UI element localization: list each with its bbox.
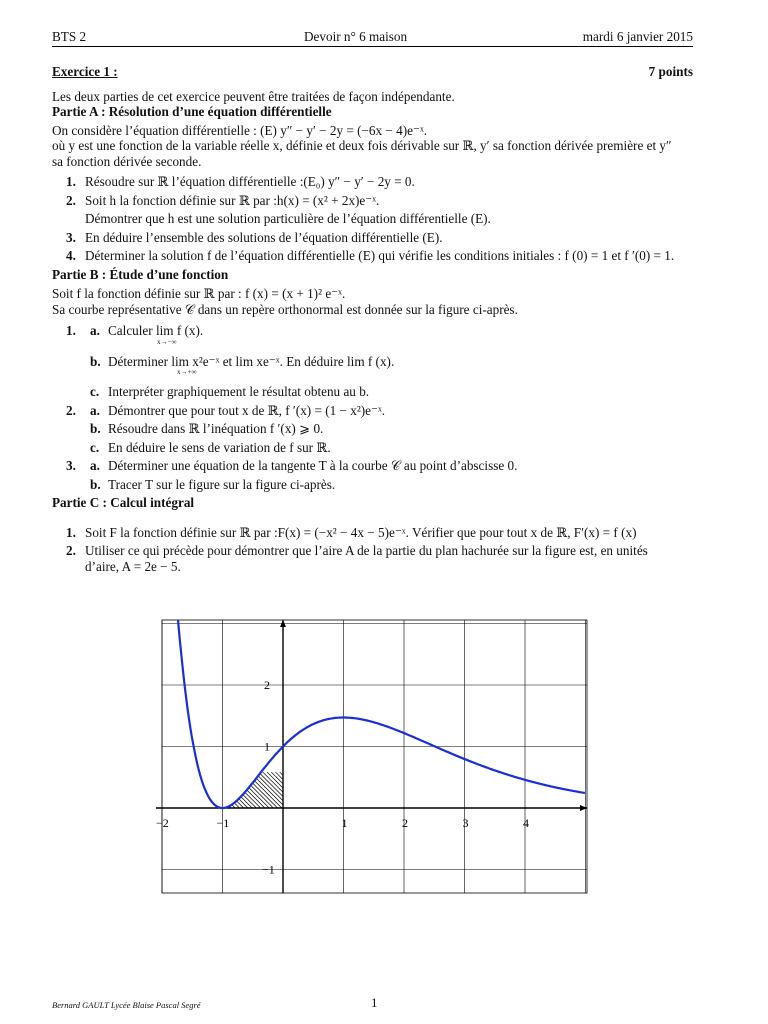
part-b-title: Partie B : Étude d’une fonction <box>52 266 229 282</box>
item-number: 2. <box>66 543 76 558</box>
item-letter: c. <box>90 439 100 455</box>
hatch-line <box>245 792 261 808</box>
item-number: 4. <box>66 248 76 263</box>
item-text: Déterminer la solution f de l’équation différentielle (E) qui vérifie les conditions initiales : f (0) = 1 et f ′(0) = 1. <box>85 248 675 263</box>
item-letter: a. <box>90 402 100 418</box>
y-tick-label: 2 <box>264 678 270 692</box>
x-tick-label: −2 <box>156 816 169 830</box>
x-tick-label: 2 <box>402 816 408 830</box>
item-text: Interpréter graphiquement le résultat obtenu au b. <box>108 384 370 399</box>
hatch-line <box>251 785 274 808</box>
part-c-title: Partie C : Calcul intégral <box>52 495 195 510</box>
exercise-title: Exercice 1 : <box>52 64 118 79</box>
y-tick-label: 1 <box>264 739 270 754</box>
item-text: Soit h la fonction définie sur ℝ par :h(x) = (x² + 2x)e⁻ˣ. <box>85 192 380 208</box>
part-a-line1: On considère l’équation différentielle : (E) y″ − y′ − 2y = (−6x − 4)e⁻ˣ. <box>52 122 428 138</box>
item-text: Calculer lim f (x). <box>108 323 204 338</box>
item-letter: a. <box>90 323 100 338</box>
item-number: 2. <box>66 192 76 208</box>
hatch-line <box>249 788 269 808</box>
item-text: d’aire, A = 2e − 5. <box>85 558 181 574</box>
x-tick-label: −1 <box>216 816 230 830</box>
item-text: Déterminer lim x²e⁻ˣ et lim xe⁻ˣ. En déduire lim f (x). <box>108 353 395 369</box>
exercise-points: 7 points <box>648 64 693 79</box>
y-tick-label: −1 <box>262 862 275 877</box>
grid-frame <box>162 620 587 893</box>
hatch-line <box>255 781 282 808</box>
curve-c <box>165 418 585 808</box>
footer-author: Bernard GAULT Lycée Blaise Pascal Segré <box>52 1000 201 1010</box>
curve-path <box>165 418 585 808</box>
part-b-line2: Sa courbe représentative 𝒞 dans un repère orthonormal est donnée sur la figure ci-après. <box>52 301 518 317</box>
hatch-line <box>267 772 283 788</box>
graph-grid <box>162 620 587 893</box>
limit-subscript: x→−∞ <box>157 337 177 346</box>
item-number: 1. <box>66 524 76 540</box>
part-b-line1: Soit f la fonction définie sur ℝ par : f (x) = (x + 1)² e⁻ˣ. <box>52 286 346 301</box>
x-axis-arrow <box>580 805 587 811</box>
item-letter: b. <box>90 421 101 436</box>
item-text: Soit F la fonction définie sur ℝ par :F(x) = (−x² − 4x − 5)e⁻ˣ. Vérifier que pour tout x de ℝ, F′(x) = f (x) <box>85 524 637 540</box>
header-center: Devoir n° 6 maison <box>304 29 408 44</box>
item-text: Tracer T sur le figure sur la figure ci-après. <box>108 476 336 492</box>
hatch-line <box>239 799 248 808</box>
item-number: 3. <box>66 229 76 245</box>
intro-text: Les deux parties de cet exercice peuvent être traitées de façon indépendante. <box>52 88 455 104</box>
item-letter: b. <box>90 353 101 369</box>
page-number: 1 <box>371 995 378 1010</box>
item-letter: a. <box>90 458 100 473</box>
item-letter: b. <box>90 476 101 492</box>
item-number: 3. <box>66 458 76 473</box>
x-tick-label: 1 <box>341 816 348 830</box>
part-a-line3: sa fonction dérivée seconde. <box>52 153 202 169</box>
item-text: Déterminer une équation de la tangente T à la courbe 𝒞 au point d’abscisse 0. <box>108 458 518 473</box>
item-number: 1. <box>66 174 76 189</box>
item-number: 2. <box>66 402 76 418</box>
item-text: Démontrer que pour tout x de ℝ, f ′(x) = (1 − x²)e⁻ˣ. <box>108 402 386 418</box>
item-text: Utiliser ce qui précède pour démontrer que l’aire A de la partie du plan hachurée sur la figure est, en unités <box>85 543 648 558</box>
hatch-line <box>256 778 282 804</box>
graph-axes <box>156 620 587 893</box>
item-text: En déduire le sens de variation de f sur ℝ. <box>108 439 331 455</box>
item-text: Résoudre dans ℝ l’inéquation f ′(x) ⩾ 0. <box>108 421 324 436</box>
item-text: En déduire l’ensemble des solutions de l’équation différentielle (E). <box>85 229 443 245</box>
item-text: Résoudre sur ℝ l’équation différentielle :(E₀) y″ − y′ − 2y = 0. <box>85 174 415 189</box>
part-a-title: Partie A : Résolution d’une équation différentielle <box>52 104 332 119</box>
hatch-line <box>237 801 244 808</box>
header-right: mardi 6 janvier 2015 <box>582 29 693 44</box>
item-text: Démontrer que h est une solution particulière de l’équation différentielle (E). <box>85 211 491 226</box>
x-tick-label: 4 <box>523 816 529 830</box>
limit-subscript: x→+∞ <box>177 368 197 376</box>
item-number: 1. <box>66 323 76 338</box>
x-tick-label: 3 <box>462 816 469 830</box>
hatch-line <box>263 772 283 792</box>
hatch-line <box>234 803 239 808</box>
header-left: BTS 2 <box>52 29 87 44</box>
graph-tick-labels <box>156 678 529 877</box>
item-letter: c. <box>90 384 100 399</box>
hatch-line <box>275 772 282 779</box>
part-a-line2: où y est une fonction de la variable réelle x, définie et deux fois dérivable sur ℝ, y′ sa fonction dérivée première et y″ <box>52 138 672 153</box>
